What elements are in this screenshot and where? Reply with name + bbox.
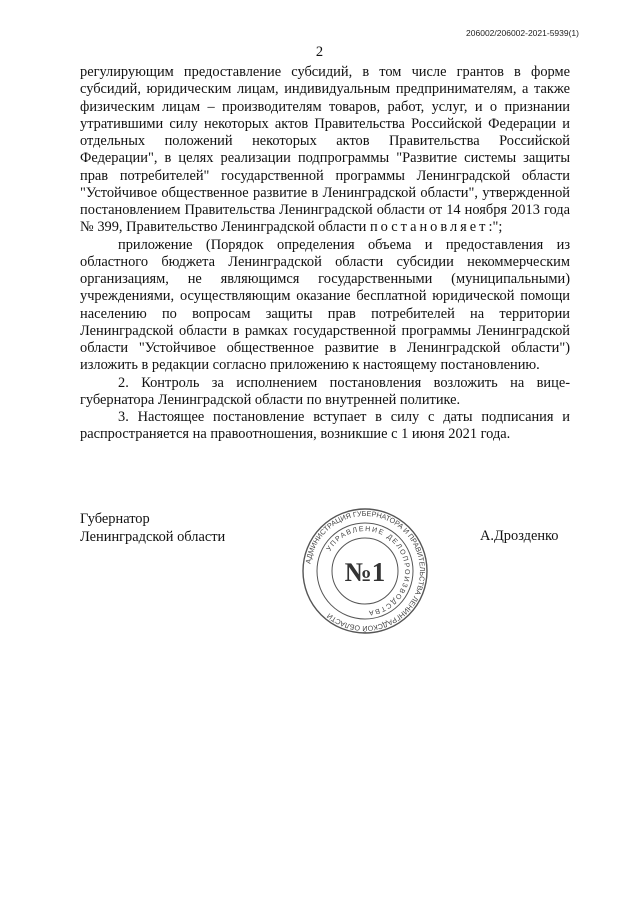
paragraph-control: 2. Контроль за исполнением постановления возложить на вице-губернатора Ленинградской области по внутренней политике. [80, 374, 570, 408]
page-number: 2 [315, 44, 324, 60]
resolution-word: постановляет [369, 219, 489, 236]
paragraph-appendix: приложение (Порядок определения объема и предоставления из областного бюджета Ленинградской области субсидии некоммерческим организациям, не являющимся государственными (муниципальными) учреждениями, осуществляющим оказание бесплатной юридической помощи населению по вопросам защиты прав потребителей на территории Ленинградской области в рамках государственной программы Ленинградской области "Устойчивое общественное развитие в Ленинградской области") изложить в редакции согласно приложению к настоящему постановлению. [80, 236, 570, 374]
signature-title-line-2: Ленинградской области [80, 528, 226, 545]
document-id: 206002/206002-2021-5939(1) [466, 28, 579, 38]
paragraph-1-end: :"; [488, 219, 503, 236]
paragraph-1-text: регулирующим предоставление субсидий, в том числе грантов в форме субсидий, юридическим лицам, индивидуальным предпринимателям, а также физическим лицам – производителям товаров, работ, услуг, и о признании утратившими силу некоторых актов Правительства Российской Федерации и отдельных положений некоторых актов Правительства Российской Федерации", в целях реализации подпрограммы "Развитие системы защиты прав потребителей" государственной программы Ленинградской области "Устойчивое общественное развитие в Ленинградской области", утвержденной постановлением Правительства Ленинградской области от 14 ноября 2013 года № 399, Правительство Ленинградской области [80, 64, 570, 236]
stamp-outer-text: АДМИНИСТРАЦИЯ ГУБЕРНАТОРА И ПРАВИТЕЛЬСТВА ЛЕНИНГРАДСКОЙ ОБЛАСТИ [303, 508, 428, 634]
stamp-number: №1 [344, 557, 386, 587]
official-stamp [300, 506, 430, 636]
signature-name: А.Дрозденко [480, 528, 559, 544]
paragraph-effective-date: 3. Настоящее постановление вступает в силу с даты подписания и распространяется на правоотношения, возникшие с 1 июня 2021 года. [80, 409, 570, 443]
signature-title-line-1: Губернатор [80, 511, 150, 527]
paragraph-1 [80, 64, 570, 237]
document-body [80, 64, 570, 444]
stamp-inner-text: УПРАВЛЕНИЕ ДЕЛОПРОИЗВОДСТВА [325, 525, 411, 617]
signature-title [80, 511, 225, 546]
